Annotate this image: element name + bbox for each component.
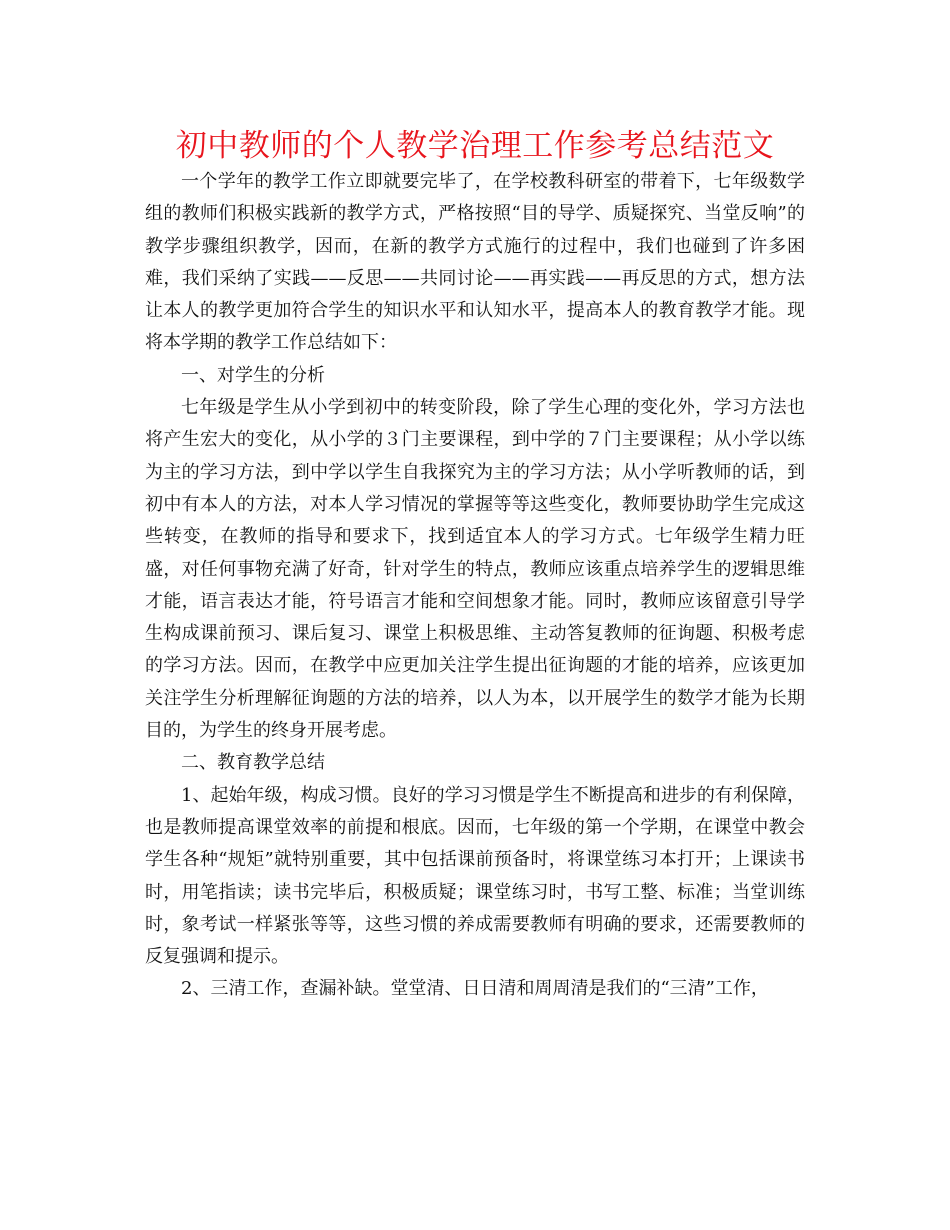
section-heading-student-analysis: 一、对学生的分析 (181, 364, 325, 386)
document-title: 初中教师的个人教学治理工作参考总结范文 (175, 128, 775, 164)
paragraph-three-clears: 2、三清工作，查漏补缺。堂堂清、日日清和周周清是我们的“三清”工作， (181, 978, 769, 1000)
document-body (145, 166, 805, 1006)
paragraph-habits: 1、起始年级，构成习惯。良好的学习习惯是学生不断提高和进步的有利保障，也是教师提高课堂效率的前提和根底。因而，七年级的第一个学期，在课堂中教会学生各种“规矩”就特别重要，其中包括课前预备时，将课堂练习本打开；上课读书时，用笔指读；读书完毕后，积极质疑；课堂练习时，书写工整、标准；当堂训练时，象考试一样紧张等等，这些习惯的养成需要教师有明确的要求，还需要教师的反复强调和提示。 (145, 784, 805, 968)
paragraph-intro: 一个学年的教学工作立即就要完毕了，在学校教科研室的带着下，七年级数学组的教师们积极实践新的教学方式，严格按照“目的导学、质疑探究、当堂反响”的教学步骤组织教学，因而，在新的教学方式施行的过程中，我们也碰到了许多困难，我们采纳了实践——反思——共同讨论——再实践——再反思的方式，想方法让本人的教学更加符合学生的知识水平和认知水平，提高本人的教育教学才能。现将本学期的教学工作总结如下： (145, 171, 805, 354)
section-heading-teaching-summary: 二、教育教学总结 (181, 752, 325, 774)
paragraph-student-analysis: 七年级是学生从小学到初中的转变阶段，除了学生心理的变化外，学习方法也将产生宏大的变化，从小学的３门主要课程，到中学的７门主要课程；从小学以练为主的学习方法，到中学以学生自我探究为主的学习方法；从小学听教师的话，到初中有本人的方法，对本人学习情况的掌握等等这些变化，教师要协助学生完成这些转变，在教师的指导和要求下，找到适宜本人的学习方式。七年级学生精力旺盛，对任何事物充满了好奇，针对学生的特点，教师应该重点培养学生的逻辑思维才能，语言表达才能，符号语言才能和空间想象才能。同时，教师应该留意引导学生构成课前预习、课后复习、课堂上积极思维、主动答复教师的征询题、积极考虑的学习方法。因而，在教学中应更加关注学生提出征询题的才能的培养，应该更加关注学生分析理解征询题的方法的培养，以人为本，以开展学生的数学才能为长期目的，为学生的终身开展考虑。 (145, 397, 805, 742)
